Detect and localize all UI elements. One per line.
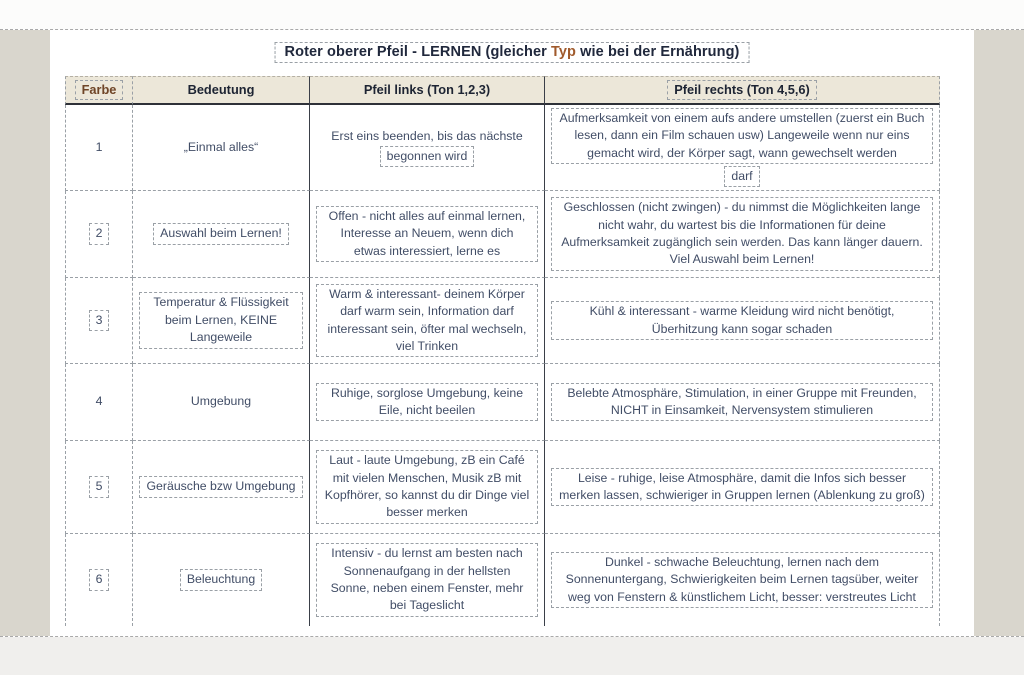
table-row-5-bedeutung — [133, 441, 310, 534]
table-row-4-pfeil-links — [310, 364, 545, 441]
header-bedeutung-label: Bedeutung — [187, 81, 255, 97]
cell-text: 1 — [95, 139, 103, 154]
table-row-3-farbe — [65, 278, 133, 364]
table-row-1-farbe — [65, 105, 133, 191]
header-farbe — [65, 76, 133, 105]
table-row-3-pfeil-rechts — [545, 278, 940, 364]
header-pfeil-links — [310, 76, 545, 105]
cell-text-boxed: Kühl & interessant - warme Kleidung wird nicht benötigt, Überhitzung kann sogar schaden — [551, 301, 933, 340]
table-row-2-bedeutung — [133, 191, 310, 278]
cell-text-boxed: Leise - ruhige, leise Atmosphäre, damit die Infos sich besser merken lassen, schwieriger in Gruppen lernen (Ablenkung zu groß) — [551, 468, 933, 507]
table-row-4-pfeil-rechts — [545, 364, 940, 441]
table-row-6-bedeutung — [133, 534, 310, 626]
table-row-5-pfeil-rechts — [545, 441, 940, 534]
cell-text-boxed: 5 — [89, 476, 110, 497]
learning-table — [65, 76, 940, 626]
top-margin-band — [0, 0, 1024, 29]
left-margin-strip — [0, 30, 50, 636]
cell-text-boxed: Auswahl beim Lernen! — [153, 223, 289, 244]
table-row-1-pfeil-links — [310, 105, 545, 191]
bottom-margin-band — [0, 637, 1024, 675]
header-pfeil-links-label: Pfeil links (Ton 1,2,3) — [363, 81, 491, 97]
table-row-2-farbe — [65, 191, 133, 278]
header-bedeutung — [133, 76, 310, 105]
cell-text-boxed: Laut - laute Umgebung, zB ein Café mit vielen Menschen, Musik zB mit Kopfhörer, so kannst du dir Dinge viel besser merken — [316, 450, 538, 524]
cell-text-boxed: 6 — [89, 569, 110, 590]
cell-text-boxed: begonnen wird — [380, 146, 475, 167]
cell-text: 4 — [95, 394, 103, 409]
title-text: Roter oberer Pfeil - LERNEN (gleicher — [284, 44, 552, 60]
cell-text-boxed: Aufmerksamkeit von einem aufs andere umstellen (zuerst ein Buch lesen, dann ein Film schauen usw) Langeweile wenn nur eins gemacht wird, der Körper sagt, wann gewechselt werden — [551, 108, 933, 164]
title-text-suffix: wie bei der Ernährung) — [576, 44, 740, 60]
table-row-4-farbe — [65, 364, 133, 441]
cell-text-boxed: 2 — [89, 223, 110, 244]
cell-text-boxed: 3 — [89, 310, 110, 331]
cell-text-boxed: Ruhige, sorglose Umgebung, keine Eile, nicht beeilen — [316, 383, 538, 422]
cell-text-boxed: Warm & interessant- deinem Körper darf warm sein, Information darf interessant sein, öfter mal wechseln, viel Trinken — [316, 284, 538, 358]
page-region — [0, 29, 1024, 637]
cell-text-boxed: Beleuchtung — [180, 569, 262, 590]
cell-text: „Einmal alles“ — [183, 139, 259, 154]
table-row-1-bedeutung — [133, 105, 310, 191]
table-row-4-bedeutung — [133, 364, 310, 441]
table-row-6-pfeil-links — [310, 534, 545, 626]
table-row-3-pfeil-links — [310, 278, 545, 364]
cell-text: Umgebung — [190, 394, 252, 409]
header-pfeil-rechts-label: Pfeil rechts (Ton 4,5,6) — [667, 80, 817, 100]
cell-text-boxed: Belebte Atmosphäre, Stimulation, in einer Gruppe mit Freunden, NICHT in Einsamkeit, Nervensystem stimulieren — [551, 383, 933, 422]
header-farbe-label: Farbe — [75, 80, 124, 100]
table-row-3-bedeutung — [133, 278, 310, 364]
cell-text-boxed: Geschlossen (nicht zwingen) - du nimmst die Möglichkeiten lange nicht wahr, du wartest bis die Informationen für deine Aufmerksamkeit zugänglich sein werden. Das kann länger dauern. Viel Auswahl beim Lernen! — [551, 197, 933, 271]
right-margin-strip — [974, 30, 1024, 636]
header-pfeil-rechts — [545, 76, 940, 105]
title-highlight: Typ — [551, 44, 577, 60]
table-row-6-farbe — [65, 534, 133, 626]
document-page — [50, 30, 974, 636]
table-row-2-pfeil-links — [310, 191, 545, 278]
cell-text: Erst eins beenden, bis das nächste — [331, 129, 523, 144]
cell-text-boxed: darf — [724, 166, 759, 187]
page-title — [275, 42, 750, 63]
table-row-6-pfeil-rechts — [545, 534, 940, 626]
table-row-5-farbe — [65, 441, 133, 534]
table-row-5-pfeil-links — [310, 441, 545, 534]
cell-text-boxed: Geräusche bzw Umgebung — [139, 476, 302, 497]
cell-text-boxed: Offen - nicht alles auf einmal lernen, Interesse an Neuem, wenn dich etwas interessiert, lerne es — [316, 206, 538, 262]
cell-text-boxed: Dunkel - schwache Beleuchtung, lernen nach dem Sonnenuntergang, Schwierigkeiten beim Lernen tagsüber, weiter weg von Fenstern & künstlichem Licht, besser: verstreutes Licht — [551, 552, 933, 608]
table-row-1-pfeil-rechts — [545, 105, 940, 191]
cell-text-boxed: Intensiv - du lernst am besten nach Sonnenaufgang in der hellsten Sonne, neben einem Fenster, mehr bei Tageslicht — [316, 543, 538, 617]
table-row-2-pfeil-rechts — [545, 191, 940, 278]
cell-text-boxed: Temperatur & Flüssigkeit beim Lernen, KEINE Langeweile — [139, 292, 303, 348]
